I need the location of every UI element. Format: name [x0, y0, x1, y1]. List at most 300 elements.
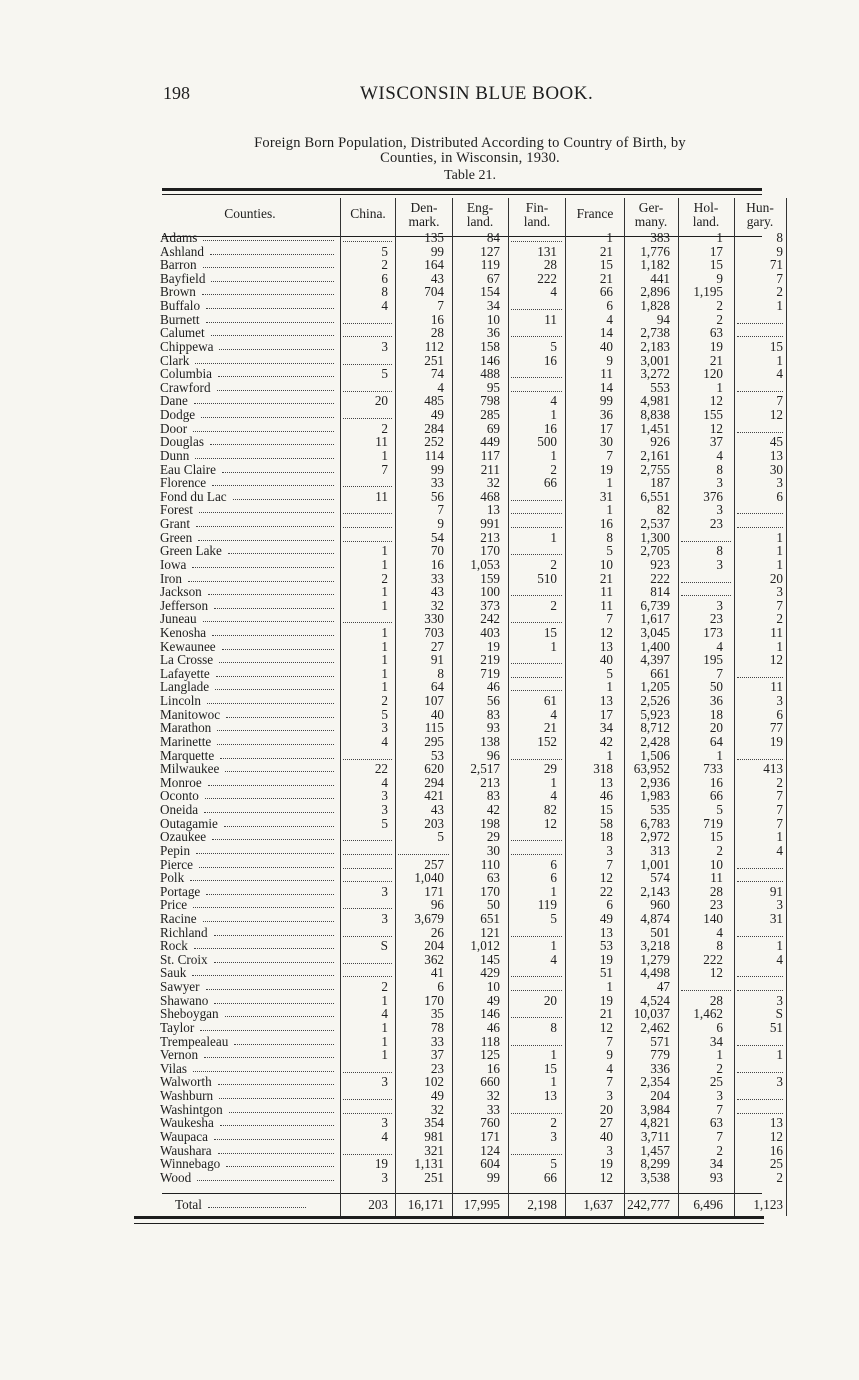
county-name: Marinette — [160, 733, 212, 749]
cell-china — [343, 354, 392, 368]
cell-denmark: 43 — [430, 802, 444, 818]
cell-france: 4 — [606, 311, 613, 327]
table-row — [0, 354, 859, 368]
cell-hungary: 1 — [776, 829, 783, 845]
leader-dots — [211, 326, 334, 336]
table-row — [0, 680, 859, 694]
cell-denmark: 164 — [424, 257, 444, 273]
cell-germany: 2,462 — [640, 1019, 670, 1035]
cell-denmark: 9 — [437, 516, 444, 532]
cell-china: 2 — [381, 979, 388, 995]
header-text: Eng- — [466, 200, 494, 215]
leader-dots — [202, 285, 334, 295]
cell-denmark: 35 — [430, 1006, 444, 1022]
cell-holland: 66 — [709, 788, 723, 804]
cell-hungary: 12 — [769, 1128, 783, 1144]
cell-china: 7 — [381, 461, 388, 477]
cell-germany: 2,972 — [640, 829, 670, 845]
leader-dots — [218, 367, 334, 377]
cell-hungary: 413 — [763, 761, 783, 777]
cell-holland: 11 — [710, 870, 723, 886]
cell-holland: 12 — [709, 420, 723, 436]
county-name: Monroe — [160, 774, 202, 790]
cell-hungary: 20 — [769, 570, 783, 586]
cell-england: 760 — [480, 1115, 500, 1131]
bottom-thin-rule — [134, 1223, 764, 1224]
cell-hungary: 9 — [776, 243, 783, 259]
cell-holland: 155 — [703, 407, 723, 423]
cell-finland: 1 — [550, 774, 557, 790]
cell-china: S — [380, 938, 388, 954]
bottom-double-rule — [134, 1216, 764, 1219]
leader-dots — [226, 1157, 334, 1167]
cell-holland: 2 — [716, 1060, 723, 1076]
cell-england: 84 — [486, 230, 500, 245]
cell-finland: 500 — [537, 434, 557, 450]
cell-england: 49 — [486, 992, 500, 1008]
leader-dots — [200, 1021, 334, 1031]
cell-finland: 3 — [550, 1128, 557, 1144]
cell-france: 1 — [606, 230, 613, 245]
cell-hungary — [737, 667, 783, 681]
cell-china: 2 — [381, 693, 388, 709]
cell-england: 125 — [480, 1047, 500, 1063]
cell-england: 145 — [480, 951, 500, 967]
cell-holland: 15 — [709, 829, 723, 845]
cell-denmark — [398, 844, 449, 858]
cell-holland: 25 — [709, 1074, 723, 1090]
cell-england: 83 — [486, 706, 500, 722]
cell-holland — [681, 572, 731, 586]
cell-germany: 47 — [656, 979, 670, 995]
table-row — [0, 939, 859, 953]
cell-finland: 16 — [543, 352, 557, 368]
cell-hungary: 2 — [776, 611, 783, 627]
cell-england: 30 — [486, 842, 500, 858]
cell-england: 99 — [486, 1169, 500, 1185]
body-bottom-rule — [162, 1193, 762, 1194]
cell-finland: 20 — [543, 992, 557, 1008]
cell-england: 10 — [486, 979, 500, 995]
cell-finland — [511, 749, 562, 763]
cell-finland: 5 — [550, 1156, 557, 1172]
cell-denmark: 54 — [430, 529, 444, 545]
leader-dots — [205, 789, 334, 799]
cell-france: 12 — [599, 1019, 613, 1035]
cell-germany: 3,272 — [640, 366, 670, 382]
cell-hungary — [737, 1062, 783, 1076]
county-name: Green Lake — [160, 543, 222, 559]
cell-hungary: 12 — [769, 652, 783, 668]
cell-china: 3 — [381, 911, 388, 926]
cell-england: 2,517 — [470, 761, 500, 777]
cell-hungary: 4 — [776, 842, 783, 858]
leader-dots — [193, 1062, 334, 1072]
cell-holland: 50 — [709, 679, 723, 695]
cell-germany: 8,838 — [640, 407, 670, 423]
header-text: Hun- — [746, 200, 774, 215]
cell-china — [343, 503, 392, 517]
cell-china: 6 — [381, 270, 388, 286]
cell-denmark: 28 — [430, 325, 444, 341]
county-name: Dunn — [160, 447, 190, 463]
cell-hungary: 3 — [776, 584, 783, 600]
cell-hungary: 16 — [769, 1142, 783, 1158]
cell-france: 11 — [600, 366, 613, 382]
table-row — [0, 966, 859, 980]
cell-finland — [511, 381, 562, 395]
table-row — [0, 490, 859, 504]
cell-france: 13 — [599, 638, 613, 654]
cell-denmark: 321 — [424, 1142, 444, 1158]
cell-china: 1 — [381, 556, 388, 572]
leader-dots — [208, 1198, 306, 1208]
cell-france: 9 — [606, 1047, 613, 1063]
cell-hungary: 6 — [776, 706, 783, 722]
top-double-rule — [162, 188, 762, 191]
cell-china — [343, 326, 392, 340]
table-row — [0, 803, 859, 817]
cell-hungary — [737, 926, 783, 940]
cell-france: 22 — [599, 883, 613, 899]
cell-denmark: 32 — [430, 1101, 444, 1117]
cell-denmark: 135 — [424, 230, 444, 245]
cell-england: 651 — [480, 911, 500, 926]
leader-dots — [222, 640, 334, 650]
cell-china: 1 — [381, 1033, 388, 1049]
leader-dots — [199, 858, 334, 868]
cell-holland: 17 — [709, 243, 723, 259]
leader-dots — [206, 980, 334, 990]
leader-dots — [212, 830, 334, 840]
cell-finland: 16 — [543, 420, 557, 436]
cell-france: 7 — [606, 856, 613, 872]
cell-germany: 4,498 — [640, 965, 670, 981]
county-name: Winnebago — [160, 1156, 221, 1172]
cell-finland: 2 — [550, 1115, 557, 1131]
county-name: Kewaunee — [160, 638, 216, 654]
cell-germany: 574 — [650, 870, 670, 886]
cell-holland: 63 — [709, 325, 723, 341]
cell-finland: 66 — [543, 475, 557, 491]
leader-dots — [199, 503, 334, 513]
county-name: Sheboygan — [160, 1006, 219, 1022]
cell-finland: 510 — [537, 570, 557, 586]
cell-denmark: 703 — [424, 624, 444, 640]
cell-england: 146 — [480, 352, 500, 368]
county-name: Milwaukee — [160, 761, 220, 777]
cell-hungary — [737, 381, 783, 395]
cell-denmark: 107 — [424, 693, 444, 709]
cell-hungary: 1 — [776, 556, 783, 572]
cell-china: 3 — [381, 338, 388, 354]
cell-germany: 3,711 — [640, 1128, 670, 1144]
county-name: Adams — [160, 230, 198, 245]
table-row — [0, 858, 859, 872]
table-row — [0, 817, 859, 831]
cell-finland: 61 — [543, 693, 557, 709]
cell-hungary: 7 — [776, 788, 783, 804]
cell-china: 3 — [381, 802, 388, 818]
cell-france: 9 — [606, 352, 613, 368]
table-row — [0, 789, 859, 803]
cell-england: 10 — [486, 311, 500, 327]
table-row — [0, 599, 859, 613]
cell-finland: 82 — [543, 802, 557, 818]
column-header-china — [339, 207, 397, 221]
table-row — [0, 1062, 859, 1076]
cell-china: 1 — [381, 679, 388, 695]
cell-denmark: 49 — [430, 1088, 444, 1104]
cell-germany: 4,821 — [640, 1115, 670, 1131]
cell-germany: 2,183 — [640, 338, 670, 354]
cell-england: 159 — [480, 570, 500, 586]
cell-hungary: 7 — [776, 597, 783, 613]
cell-finland — [511, 517, 562, 531]
cell-china: 4 — [381, 774, 388, 790]
cell-england: 29 — [486, 829, 500, 845]
cell-germany: 1,205 — [640, 679, 670, 695]
leader-dots — [203, 258, 334, 268]
cell-china: 4 — [381, 1128, 388, 1144]
cell-germany: 923 — [650, 556, 670, 572]
cell-france: 46 — [599, 788, 613, 804]
cell-england: 127 — [480, 243, 500, 259]
leader-dots — [194, 939, 334, 949]
cell-england: 1,053 — [470, 556, 500, 572]
county-name: Forest — [160, 502, 193, 518]
cell-england: 403 — [480, 624, 500, 640]
cell-hungary: 7 — [776, 270, 783, 286]
cell-denmark: 1,040 — [414, 870, 444, 886]
cell-denmark: 284 — [424, 420, 444, 436]
county-name: Rock — [160, 938, 188, 954]
cell-germany: 2,428 — [640, 733, 670, 749]
cell-holland: 1 — [716, 379, 723, 395]
leader-dots — [217, 381, 334, 391]
cell-china: 1 — [381, 638, 388, 654]
cell-hungary — [737, 503, 783, 517]
top-thin-rule — [162, 194, 762, 195]
leader-dots — [217, 735, 334, 745]
cell-holland: 376 — [703, 488, 723, 504]
cell-finland: 5 — [550, 338, 557, 354]
county-name: Walworth — [160, 1074, 212, 1090]
cell-hungary: 11 — [770, 624, 783, 640]
cell-hungary — [737, 1089, 783, 1103]
county-name: Iron — [160, 570, 182, 586]
cell-germany: 2,526 — [640, 693, 670, 709]
cell-germany: 383 — [650, 230, 670, 245]
cell-china — [343, 531, 392, 545]
cell-germany: 94 — [656, 311, 670, 327]
county-name: Waushara — [160, 1142, 212, 1158]
cell-england: 121 — [480, 924, 500, 940]
cell-england: 13 — [486, 502, 500, 518]
cell-china: 4 — [381, 733, 388, 749]
header-text: land. — [523, 214, 551, 229]
cell-finland: 2,198 — [527, 1197, 557, 1212]
header-text: Den- — [410, 200, 438, 215]
cell-denmark: 112 — [424, 338, 444, 354]
header-text: many. — [634, 214, 668, 229]
cell-holland: 195 — [703, 652, 723, 668]
table-row — [0, 1021, 859, 1035]
cell-china: 3 — [381, 788, 388, 804]
cell-finland: 4 — [550, 788, 557, 804]
cell-china — [343, 231, 392, 245]
county-name: Kenosha — [160, 624, 207, 640]
cell-finland: 6 — [550, 870, 557, 886]
cell-germany: 1,828 — [640, 298, 670, 314]
cell-china: 11 — [375, 434, 388, 450]
cell-france: 13 — [599, 774, 613, 790]
cell-finland: 4 — [550, 951, 557, 967]
cell-germany: 814 — [650, 584, 670, 600]
table-row — [0, 272, 859, 286]
cell-china — [343, 1062, 392, 1076]
leader-dots — [219, 340, 334, 350]
county-name: Marquette — [160, 747, 215, 763]
cell-france: 1 — [606, 502, 613, 518]
cell-finland — [511, 231, 562, 245]
cell-hungary — [737, 871, 783, 885]
cell-china: 1 — [381, 652, 388, 668]
table-row — [0, 1116, 859, 1130]
leader-dots — [225, 762, 334, 772]
table-row — [0, 476, 859, 490]
cell-hungary: 7 — [776, 815, 783, 831]
table-row — [0, 830, 859, 844]
cell-denmark: 354 — [424, 1115, 444, 1131]
cell-finland: 2 — [550, 461, 557, 477]
cell-holland: 37 — [709, 434, 723, 450]
cell-finland: 222 — [537, 270, 557, 286]
cell-holland: 34 — [709, 1033, 723, 1049]
leader-dots — [204, 1048, 334, 1058]
cell-holland: 23 — [709, 897, 723, 913]
cell-hungary: 7 — [776, 393, 783, 409]
table-row — [0, 640, 859, 654]
leader-dots — [193, 898, 334, 908]
table-row — [0, 1007, 859, 1021]
leader-dots — [206, 299, 334, 309]
cell-china: 20 — [374, 393, 388, 409]
cell-france: 21 — [599, 570, 613, 586]
cell-hungary: 30 — [769, 461, 783, 477]
cell-england: 93 — [486, 720, 500, 736]
cell-china — [343, 844, 392, 858]
cell-france: 10 — [599, 556, 613, 572]
header-text: mark. — [408, 214, 440, 229]
table-row — [0, 558, 859, 572]
cell-france: 15 — [599, 257, 613, 273]
cell-hungary: 4 — [776, 366, 783, 382]
cell-denmark: 99 — [430, 461, 444, 477]
county-name: Dodge — [160, 407, 196, 423]
total-row — [0, 1198, 859, 1212]
cell-holland: 20 — [709, 720, 723, 736]
cell-germany: 6,783 — [640, 815, 670, 831]
table-row — [0, 762, 859, 776]
cell-france: 27 — [599, 1115, 613, 1131]
cell-holland: 1 — [716, 230, 723, 245]
cell-denmark: 16,171 — [407, 1197, 444, 1212]
cell-germany: 1,506 — [640, 747, 670, 763]
page-number: 198 — [163, 83, 190, 103]
cell-england: 95 — [486, 379, 500, 395]
leader-dots — [195, 449, 334, 459]
cell-holland: 16 — [709, 774, 723, 790]
cell-hungary: 8 — [776, 230, 783, 245]
cell-china — [343, 898, 392, 912]
cell-holland: 3 — [716, 475, 723, 491]
cell-holland: 2 — [716, 842, 723, 858]
cell-france: 51 — [599, 965, 613, 981]
cell-china: 1 — [381, 1019, 388, 1035]
cell-china: 1 — [381, 543, 388, 559]
cell-germany: 4,524 — [640, 992, 670, 1008]
cell-germany: 4,874 — [640, 911, 670, 926]
cell-france: 6 — [606, 897, 613, 913]
cell-germany: 571 — [650, 1033, 670, 1049]
cell-finland — [511, 966, 562, 980]
cell-france: 1 — [606, 679, 613, 695]
cell-denmark: 102 — [424, 1074, 444, 1090]
cell-hungary: 7 — [776, 802, 783, 818]
cell-france: 4 — [606, 1060, 613, 1076]
cell-france: 7 — [606, 1033, 613, 1049]
cell-germany: 441 — [650, 270, 670, 286]
table-row — [0, 953, 859, 967]
cell-hungary: 19 — [769, 733, 783, 749]
cell-china — [343, 830, 392, 844]
cell-finland: 4 — [550, 706, 557, 722]
leader-dots — [203, 912, 334, 922]
leader-dots — [224, 817, 334, 827]
county-name: Vernon — [160, 1047, 199, 1063]
table-row — [0, 503, 859, 517]
cell-denmark: 27 — [430, 638, 444, 654]
table-row — [0, 721, 859, 735]
cell-hungary: 1 — [776, 638, 783, 654]
county-name: Langlade — [160, 679, 210, 695]
cell-france: 1 — [606, 475, 613, 491]
cell-china: 4 — [381, 1006, 388, 1022]
cell-germany: 553 — [650, 379, 670, 395]
cell-china: 1 — [381, 1047, 388, 1063]
cell-england: 138 — [480, 733, 500, 749]
cell-france: 1,637 — [583, 1197, 613, 1212]
leader-dots — [208, 776, 334, 786]
cell-germany: 222 — [650, 570, 670, 586]
cell-england: 488 — [480, 366, 500, 382]
cell-holland: 7 — [716, 1101, 723, 1117]
cell-germany: 2,705 — [640, 543, 670, 559]
cell-england: 171 — [480, 1128, 500, 1144]
cell-england: 67 — [486, 270, 500, 286]
cell-denmark: 23 — [430, 1060, 444, 1076]
cell-finland: 1 — [550, 407, 557, 423]
cell-france: 17 — [599, 420, 613, 436]
cell-hungary: 13 — [769, 447, 783, 463]
leader-dots — [229, 1103, 334, 1113]
cell-finland: 152 — [537, 733, 557, 749]
county-name: Ashland — [160, 243, 204, 259]
cell-denmark: 53 — [430, 747, 444, 763]
cell-finland — [511, 653, 562, 667]
cell-finland — [511, 667, 562, 681]
